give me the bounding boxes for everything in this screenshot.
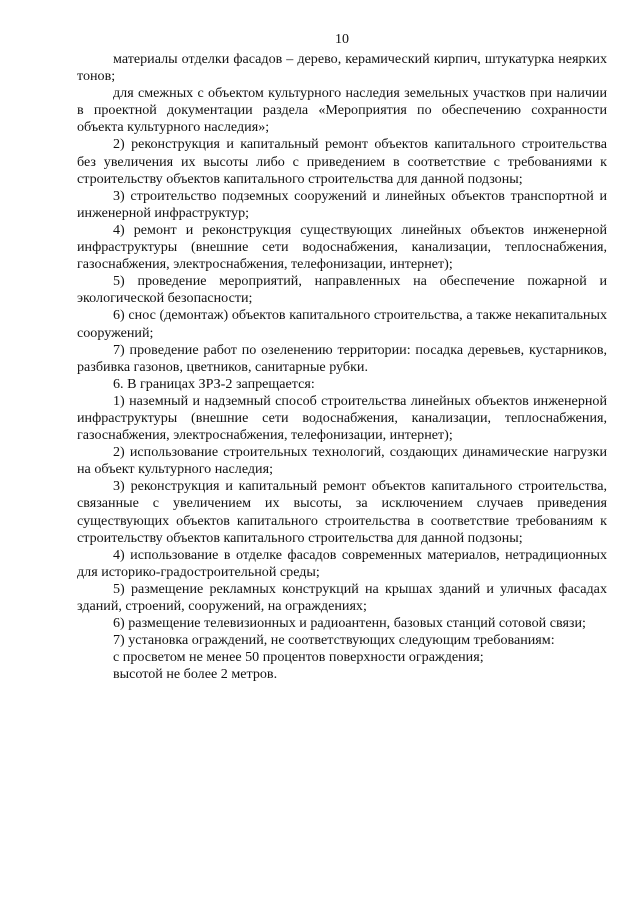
list-item: 2) использование строительных технологий, создающих динамические нагрузки на объект культурного наследия;	[77, 444, 607, 478]
paragraph: высотой не более 2 метров.	[113, 666, 278, 683]
list-item: 4) использование в отделке фасадов современных материалов, нетрадиционных для историко-градостроительной среды;	[77, 546, 607, 580]
list-item: 4) ремонт и реконструкция существующих линейных объектов инженерной инфраструктуры (внешние сети водоснабжения, канализации, теплоснабжения, газоснабжения, электроснабжения, телефонизации, интернет);	[77, 221, 607, 273]
list-item: 5) размещение рекламных конструкций на крышах зданий и уличных фасадах зданий, строений, сооружений, на ограждениях;	[77, 580, 607, 614]
list-item: 5) проведение мероприятий, направленных на обеспечение пожарной и экологической безопасности;	[77, 273, 607, 307]
list-item: 1) наземный и надземный способ строительства линейных объектов инженерной инфраструктуры (внешние сети водоснабжения, канализации, теплоснабжения, газоснабжения, электроснабжения, телефонизации, интернет);	[77, 392, 607, 444]
list-item: 7) установка ограждений, не соответствующих следующим требованиям:	[113, 632, 555, 649]
section-heading: 6. В границах ЗРЗ-2 запрещается:	[113, 375, 315, 392]
document-body	[77, 51, 607, 683]
list-item: 6) размещение телевизионных и радиоантенн, базовых станций сотовой связи;	[113, 615, 586, 632]
list-item: 2) реконструкция и капитальный ремонт объектов капитального строительства без увеличения их высоты либо с приведением в соответствие с требованиями к строительству объектов капитального строительства для данной подзоны;	[77, 136, 607, 187]
list-item: 7) проведение работ по озеленению территории: посадка деревьев, кустарников, разбивка газонов, цветников, санитарные рубки.	[77, 341, 607, 375]
page-number: 10	[335, 32, 349, 47]
list-item: 3) строительство подземных сооружений и линейных объектов транспортной и инженерной инфраструктур;	[77, 187, 607, 221]
paragraph: с просветом не менее 50 процентов поверхности ограждения;	[113, 649, 484, 666]
list-item: 3) реконструкция и капитальный ремонт объектов капитального строительства, связанные с увеличением их высоты, за исключением случаев приведения существующих объектов капитального строительства в соответствие требованиям к строительству объектов капитального строительства для данной подзоны;	[77, 478, 607, 546]
list-item: 6) снос (демонтаж) объектов капитального строительства, а также некапитальных сооружений;	[77, 307, 607, 341]
paragraph: материалы отделки фасадов – дерево, керамический кирпич, штукатурка неярких тонов;	[77, 51, 607, 85]
paragraph: для смежных с объектом культурного наследия земельных участков при наличии в проектной документации раздела «Мероприятия по обеспечению сохранности объекта культурного наследия»;	[77, 85, 607, 136]
